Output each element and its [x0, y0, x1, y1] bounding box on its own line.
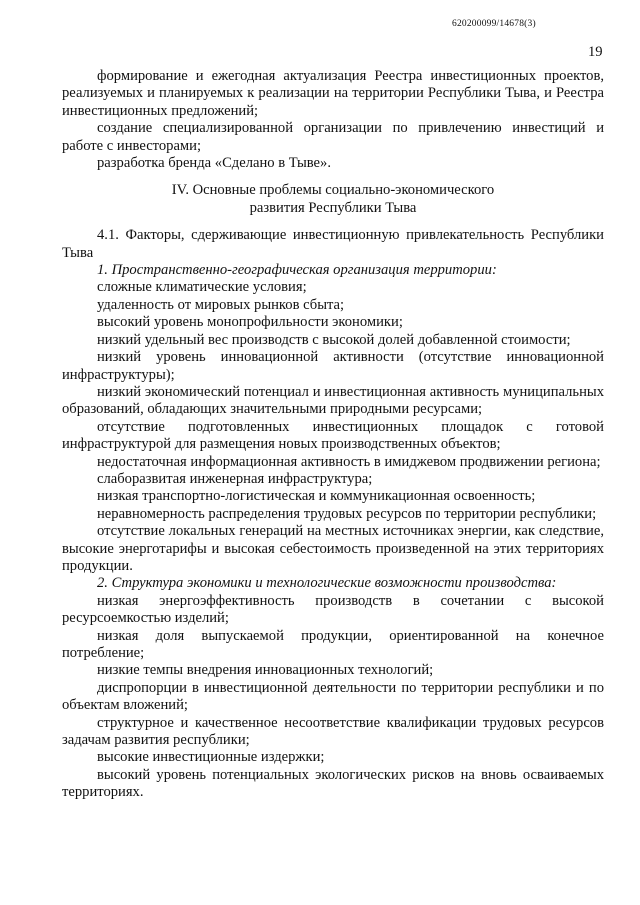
paragraph: создание специализированной организации по привлечению инвестиций и работе с инвесторами;	[62, 120, 604, 154]
list-item: высокий уровень потенциальных экологических рисков на вновь осваиваемых территориях.	[62, 766, 604, 801]
list-item: низкая доля выпускаемой продукции, ориентированной на конечное потребление;	[62, 627, 604, 661]
list-item: отсутствие подготовленных инвестиционных площадок с готовой инфраструктурой для размещения новых производственных объектов;	[62, 418, 604, 453]
list-item: удаленность от мировых рынков сбыта;	[97, 296, 345, 313]
section-heading-line: развития Республики Тыва	[249, 199, 417, 216]
list-item: отсутствие локальных генераций на местных источниках энергии, как следствие, высокие энерготарифы и высокая себестоимость произведенной на этих территориях продукции.	[62, 523, 604, 574]
list-item: низкий удельный вес производств с высокой долей добавленной стоимости;	[97, 331, 571, 348]
list-item: высокий уровень монопрофильности экономики;	[97, 314, 403, 331]
paragraph: разработка бренда «Сделано в Тыве».	[97, 155, 331, 172]
list-item: низкий уровень инновационной активности (отсутствие инновационной инфраструктуры);	[62, 349, 604, 383]
list-item: структурное и качественное несоответствие квалификации трудовых ресурсов задачам развития республики;	[62, 714, 604, 749]
list-item: низкая энергоэффективность производств в сочетании с высокой ресурсоемкостью изделий;	[62, 592, 604, 627]
section-heading	[62, 182, 604, 217]
list-item: недостаточная информационная активность в имиджевом продвижении региона;	[97, 453, 601, 470]
list-item: слаборазвитая инженерная инфраструктура;	[97, 470, 373, 487]
list-item: сложные климатические условия;	[97, 279, 307, 296]
page-number: 19	[588, 44, 603, 60]
subsection-title: 4.1. Факторы, сдерживающие инвестиционную привлекательность Республики Тыва	[62, 227, 604, 261]
group-heading: 2. Структура экономики и технологические возможности производства:	[97, 575, 557, 592]
list-item: низкая транспортно-логистическая и коммуникационная освоенность;	[97, 488, 536, 505]
list-item: низкий экономический потенциал и инвестиционная активность муниципальных образований, обладающих значительными природными ресурсами;	[62, 383, 604, 418]
list-item: диспропорции в инвестиционной деятельности по территории республики и по объектам вложений;	[62, 679, 604, 714]
section-heading-line: IV. Основные проблемы социально-экономического	[171, 182, 495, 199]
list-item: высокие инвестиционные издержки;	[97, 749, 325, 766]
document-body	[62, 68, 604, 802]
list-item: низкие темпы внедрения инновационных технологий;	[97, 662, 434, 679]
document-number: 620200099/14678(3)	[452, 19, 536, 29]
group-heading: 1. Пространственно-географическая организация территории:	[97, 262, 497, 279]
paragraph: формирование и ежегодная актуализация Реестра инвестиционных проектов, реализуемых и планируемых к реализации на территории Республики Тыва, и Реестра инвестиционных предложений;	[62, 68, 604, 119]
list-item: неравномерность распределения трудовых ресурсов по территории республики;	[97, 505, 597, 522]
